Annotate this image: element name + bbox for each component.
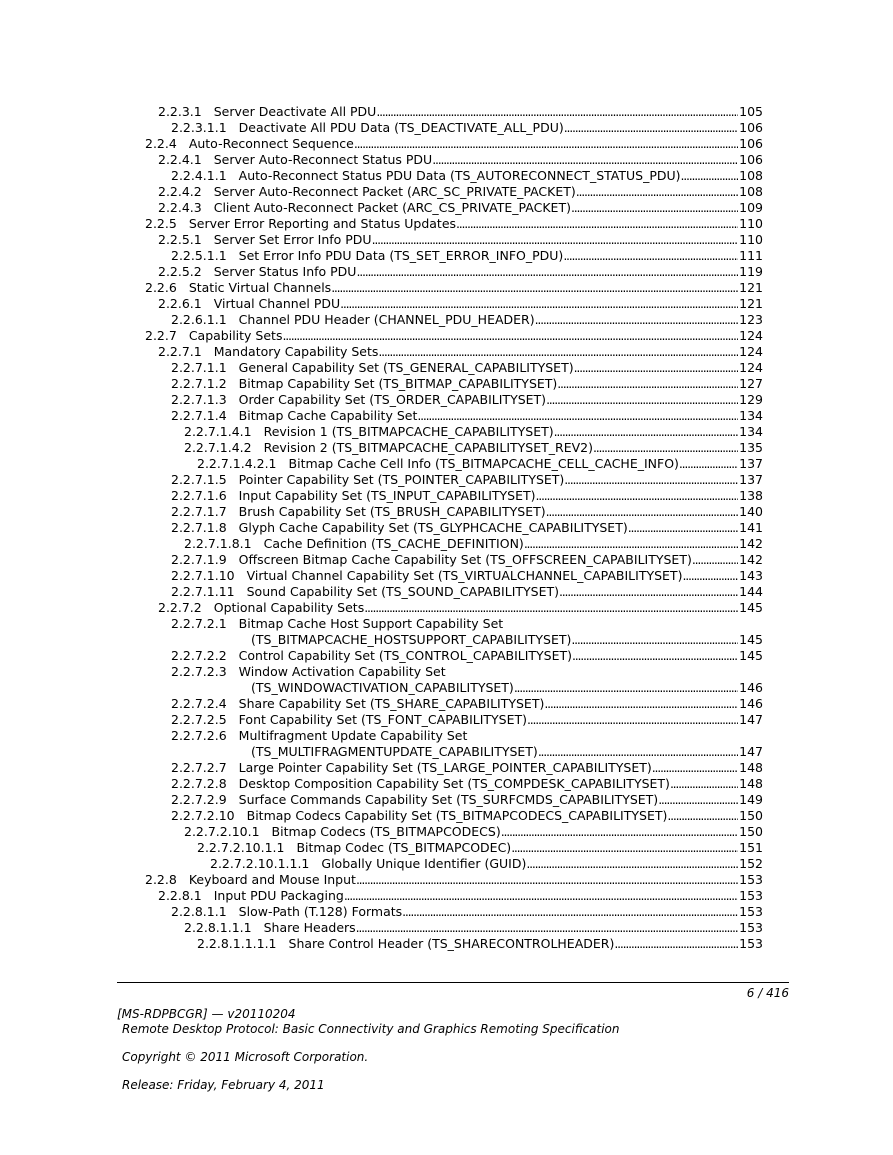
- toc-entry-title: Large Pointer Capability Set (TS_LARGE_POINTER_CAPABILITYSET): [238, 760, 652, 775]
- toc-entry-page: 134: [739, 424, 763, 439]
- toc-leader-dots: [536, 488, 739, 504]
- toc-entry[interactable]: [0, 664, 893, 680]
- toc-entry[interactable]: [0, 504, 893, 520]
- toc-entry-number: 2.2.4.1.1: [171, 168, 227, 183]
- toc-entry-number: 2.2.8: [145, 872, 177, 887]
- toc-entry[interactable]: [0, 792, 893, 808]
- toc-entry-number: 2.2.8.1.1.1: [184, 920, 252, 935]
- toc-entry[interactable]: [0, 200, 893, 216]
- toc-entry-page: 144: [739, 584, 763, 599]
- toc-entry-title: Cache Definition (TS_CACHE_DEFINITION): [263, 536, 524, 551]
- toc-entry-title: Revision 1 (TS_BITMAPCACHE_CAPABILITYSET): [263, 424, 554, 439]
- toc-entry-page: 153: [739, 888, 763, 903]
- toc-entry-title: Set Error Info PDU Data (TS_SET_ERROR_INFO_PDU): [238, 248, 564, 263]
- toc-leader-dots: [456, 216, 738, 232]
- toc-entry-number: 2.2.5.1.1: [171, 248, 227, 263]
- toc-leader-dots: [682, 568, 738, 584]
- toc-entry[interactable]: [0, 648, 893, 664]
- toc-entry-number: 2.2.7.1.4.2: [184, 440, 252, 455]
- toc-entry-title: Auto-Reconnect Status PDU Data (TS_AUTORECONNECT_STATUS_PDU): [238, 168, 681, 183]
- toc-entry-page: 111: [739, 248, 763, 263]
- toc-entry[interactable]: [0, 344, 893, 360]
- toc-entry[interactable]: [0, 904, 893, 920]
- toc-entry-title: Share Headers: [263, 920, 356, 935]
- toc-entry[interactable]: [0, 840, 893, 856]
- toc-entry-number: 2.2.7.1.4: [171, 408, 227, 423]
- toc-entry-number: 2.2.7.1.5: [171, 472, 227, 487]
- toc-leader-dots: [557, 376, 738, 392]
- toc-entry-number: 2.2.6: [145, 280, 177, 295]
- toc-leader-dots: [658, 792, 738, 808]
- toc-entry[interactable]: [0, 936, 893, 952]
- toc-entry-title: Server Deactivate All PDU: [213, 104, 377, 119]
- toc-entry-page: 129: [739, 392, 763, 407]
- toc-entry-page: 145: [739, 648, 763, 663]
- toc-entry-title: Bitmap Capability Set (TS_BITMAP_CAPABILITYSET): [238, 376, 558, 391]
- toc-entry-page: 143: [739, 568, 763, 583]
- toc-entry-number: 2.2.8.1.1: [171, 904, 227, 919]
- copyright-notice: Copyright © 2011 Microsoft Corporation.: [122, 1050, 369, 1064]
- toc-entry-continuation[interactable]: [0, 632, 893, 648]
- toc-entry-number: 2.2.7.2.5: [171, 712, 227, 727]
- toc-leader-dots: [670, 776, 738, 792]
- toc-entry-title: Glyph Cache Capability Set (TS_GLYPHCACHE_CAPABILITYSET): [238, 520, 628, 535]
- toc-entry-title: Channel PDU Header (CHANNEL_PDU_HEADER): [238, 312, 535, 327]
- toc-entry-number: 2.2.5.1: [158, 232, 202, 247]
- toc-leader-dots: [417, 408, 738, 424]
- toc-entry-page: 119: [739, 264, 763, 279]
- toc-entry-number: 2.2.4.1: [158, 152, 202, 167]
- toc-leader-dots: [559, 584, 738, 600]
- toc-entry-number: 2.2.7.2.1: [171, 616, 227, 631]
- toc-entry-page: 147: [739, 712, 763, 727]
- document-title: Remote Desktop Protocol: Basic Connectivity and Graphics Remoting Specification: [122, 1022, 620, 1036]
- toc-leader-dots: [563, 248, 738, 264]
- toc-entry-number: 2.2.7.1.9: [171, 552, 227, 567]
- toc-entry-page: 138: [739, 488, 763, 503]
- toc-entry[interactable]: [0, 152, 893, 168]
- toc-entry[interactable]: [0, 104, 893, 120]
- toc-entry-number: 2.2.7.2.10.1.1: [197, 840, 285, 855]
- toc-entry-number: 2.2.7.1: [158, 344, 202, 359]
- toc-entry[interactable]: [0, 808, 893, 824]
- toc-entry-number: 2.2.7.2.8: [171, 776, 227, 791]
- toc-leader-dots: [546, 392, 738, 408]
- toc-leader-dots: [402, 904, 738, 920]
- toc-entry-title: Offscreen Bitmap Cache Capability Set (TS_OFFSCREEN_CAPABILITYSET): [238, 552, 692, 567]
- toc-entry-number: 2.2.7.2: [158, 600, 202, 615]
- toc-entry[interactable]: [0, 536, 893, 552]
- toc-entry-page: 106: [739, 152, 763, 167]
- toc-entry-number: 2.2.7.2.2: [171, 648, 227, 663]
- toc-entry-title: Globally Unique Identifier (GUID): [321, 856, 527, 871]
- toc-leader-dots: [354, 136, 738, 152]
- toc-entry-title-continued: (TS_MULTIFRAGMENTUPDATE_CAPABILITYSET): [251, 744, 538, 759]
- toc-entry-page: 106: [739, 136, 763, 151]
- toc-entry-number: 2.2.7.2.3: [171, 664, 227, 679]
- toc-leader-dots: [282, 328, 738, 344]
- toc-entry-title: Capability Sets: [188, 328, 283, 343]
- toc-entry-number: 2.2.7.1.3: [171, 392, 227, 407]
- toc-entry[interactable]: [0, 728, 893, 744]
- toc-entry-number: 2.2.8.1: [158, 888, 202, 903]
- toc-entry[interactable]: [0, 216, 893, 232]
- toc-entry-number: 2.2.7: [145, 328, 177, 343]
- toc-entry-number: 2.2.7.2.6: [171, 728, 227, 743]
- toc-leader-dots: [535, 312, 739, 328]
- toc-entry-page: 148: [739, 760, 763, 775]
- toc-leader-dots: [511, 840, 738, 856]
- toc-leader-dots: [340, 296, 738, 312]
- toc-entry-page: 147: [739, 744, 763, 759]
- toc-leader-dots: [514, 680, 738, 696]
- toc-entry-page: 137: [739, 472, 763, 487]
- document-id: [MS-RDPBCGR] — v20110204: [117, 1007, 296, 1021]
- toc-entry-title: Input PDU Packaging: [213, 888, 344, 903]
- toc-entry-title: Server Auto-Reconnect Packet (ARC_SC_PRIVATE_PACKET): [213, 184, 576, 199]
- toc-entry-title: Bitmap Codecs (TS_BITMAPCODECS): [271, 824, 501, 839]
- toc-entry-number: 2.2.7.2.7: [171, 760, 227, 775]
- toc-entry-page: 153: [739, 904, 763, 919]
- toc-entry[interactable]: [0, 824, 893, 840]
- toc-entry[interactable]: [0, 392, 893, 408]
- toc-entry-title: Control Capability Set (TS_CONTROL_CAPABILITYSET): [238, 648, 573, 663]
- toc-entry[interactable]: [0, 920, 893, 936]
- toc-entry-number: 2.2.7.1.11: [171, 584, 235, 599]
- toc-leader-dots: [432, 152, 738, 168]
- toc-entry-page: 150: [739, 824, 763, 839]
- toc-entry-number: 2.2.7.2.10: [171, 808, 235, 823]
- toc-leader-dots: [356, 264, 738, 280]
- toc-entry-page: 149: [739, 792, 763, 807]
- toc-leader-dots: [356, 920, 738, 936]
- toc-entry-number: 2.2.5.2: [158, 264, 202, 279]
- toc-entry[interactable]: [0, 168, 893, 184]
- toc-entry-page: 110: [739, 232, 763, 247]
- toc-entry[interactable]: [0, 136, 893, 152]
- toc-entry-title-continued: (TS_BITMAPCACHE_HOSTSUPPORT_CAPABILITYSET): [251, 632, 572, 647]
- toc-entry-page: 145: [739, 632, 763, 647]
- toc-entry-title: Server Error Reporting and Status Updates: [188, 216, 457, 231]
- toc-entry-number: 2.2.7.1.2: [171, 376, 227, 391]
- toc-entry-number: 2.2.4.2: [158, 184, 202, 199]
- toc-entry-page: 124: [739, 328, 763, 343]
- toc-entry-title: Brush Capability Set (TS_BRUSH_CAPABILITYSET): [238, 504, 546, 519]
- toc-entry[interactable]: [0, 856, 893, 872]
- toc-leader-dots: [614, 936, 738, 952]
- toc-entry[interactable]: [0, 488, 893, 504]
- toc-entry-number: 2.2.7.1.4.2.1: [197, 456, 277, 471]
- toc-entry-title: Server Set Error Info PDU: [213, 232, 372, 247]
- toc-leader-dots: [524, 536, 738, 552]
- toc-entry-page: 105: [739, 104, 763, 119]
- toc-entry-title: Optional Capability Sets: [213, 600, 365, 615]
- toc-leader-dots: [526, 856, 738, 872]
- toc-entry[interactable]: [0, 120, 893, 136]
- toc-entry-title: Order Capability Set (TS_ORDER_CAPABILITYSET): [238, 392, 547, 407]
- toc-entry-number: 2.2.4.3: [158, 200, 202, 215]
- toc-entry-page: 146: [739, 680, 763, 695]
- toc-entry[interactable]: [0, 584, 893, 600]
- toc-leader-dots: [681, 168, 739, 184]
- toc-leader-dots: [564, 472, 738, 488]
- footer-divider: [117, 982, 789, 983]
- toc-entry-page: 141: [739, 520, 763, 535]
- toc-entry-title: Pointer Capability Set (TS_POINTER_CAPABILITYSET): [238, 472, 565, 487]
- toc-entry[interactable]: [0, 616, 893, 632]
- toc-entry-number: 2.2.8.1.1.1.1: [197, 936, 277, 951]
- toc-leader-dots: [576, 184, 738, 200]
- toc-entry-page: 151: [739, 840, 763, 855]
- toc-leader-dots: [574, 360, 739, 376]
- toc-leader-dots: [538, 744, 738, 760]
- toc-entry-page: 153: [739, 920, 763, 935]
- toc-entry-title: Multifragment Update Capability Set: [238, 728, 468, 743]
- toc-leader-dots: [356, 872, 738, 888]
- toc-entry-page: 124: [739, 344, 763, 359]
- toc-entry-page: 150: [739, 808, 763, 823]
- toc-entry-number: 2.2.7.1.7: [171, 504, 227, 519]
- toc-entry-number: 2.2.7.2.9: [171, 792, 227, 807]
- toc-entry-page: 123: [739, 312, 763, 327]
- toc-leader-dots: [628, 520, 738, 536]
- toc-entry-page: 146: [739, 696, 763, 711]
- toc-entry[interactable]: [0, 872, 893, 888]
- toc-entry-number: 2.2.7.1.8: [171, 520, 227, 535]
- toc-entry-number: 2.2.7.1.8.1: [184, 536, 252, 551]
- toc-leader-dots: [376, 104, 738, 120]
- toc-entry[interactable]: [0, 184, 893, 200]
- toc-entry[interactable]: [0, 760, 893, 776]
- toc-entry[interactable]: [0, 296, 893, 312]
- toc-entry[interactable]: [0, 376, 893, 392]
- toc-entry-number: 2.2.4: [145, 136, 177, 151]
- toc-entry-title-continued: (TS_WINDOWACTIVATION_CAPABILITYSET): [251, 680, 514, 695]
- toc-entry-number: 2.2.3.1: [158, 104, 202, 119]
- toc-entry[interactable]: [0, 424, 893, 440]
- toc-leader-dots: [546, 504, 739, 520]
- toc-entry-title: Server Auto-Reconnect Status PDU: [213, 152, 433, 167]
- toc-leader-dots: [554, 424, 739, 440]
- toc-entry-title: Mandatory Capability Sets: [213, 344, 379, 359]
- toc-entry-number: 2.2.7.1.6: [171, 488, 227, 503]
- toc-leader-dots: [544, 696, 738, 712]
- toc-entry-page: 110: [739, 216, 763, 231]
- toc-entry[interactable]: [0, 520, 893, 536]
- toc-entry-page: 109: [739, 200, 763, 215]
- toc-entry-title: Sound Capability Set (TS_SOUND_CAPABILITYSET): [246, 584, 560, 599]
- toc-leader-dots: [331, 280, 738, 296]
- toc-entry-title: Font Capability Set (TS_FONT_CAPABILITYSET): [238, 712, 528, 727]
- toc-entry[interactable]: [0, 552, 893, 568]
- toc-entry-page: 108: [739, 184, 763, 199]
- toc-entry-number: 2.2.7.2.10.1.1.1: [210, 856, 310, 871]
- toc-entry-title: Share Control Header (TS_SHARECONTROLHEADER): [288, 936, 615, 951]
- toc-leader-dots: [501, 824, 738, 840]
- toc-entry-title: Input Capability Set (TS_INPUT_CAPABILITYSET): [238, 488, 536, 503]
- toc-entry-page: 135: [739, 440, 763, 455]
- toc-leader-dots: [679, 456, 738, 472]
- toc-entry-number: 2.2.7.2.10.1: [184, 824, 260, 839]
- toc-entry[interactable]: [0, 568, 893, 584]
- toc-entry-number: 2.2.6.1: [158, 296, 202, 311]
- toc-leader-dots: [593, 440, 738, 456]
- toc-entry-number: 2.2.7.1.10: [171, 568, 235, 583]
- toc-leader-dots: [527, 712, 738, 728]
- toc-entry[interactable]: [0, 232, 893, 248]
- page-number: 6 / 416: [746, 986, 789, 1000]
- toc-entry-title: Surface Commands Capability Set (TS_SURFCMDS_CAPABILITYSET): [238, 792, 659, 807]
- toc-entry-page: 124: [739, 360, 763, 375]
- toc-entry[interactable]: [0, 888, 893, 904]
- toc-entry[interactable]: [0, 408, 893, 424]
- toc-leader-dots: [692, 552, 738, 568]
- toc-entry-title: Client Auto-Reconnect Packet (ARC_CS_PRIVATE_PACKET): [213, 200, 571, 215]
- toc-entry-number: 2.2.6.1.1: [171, 312, 227, 327]
- toc-entry-title: Bitmap Codec (TS_BITMAPCODEC): [296, 840, 512, 855]
- toc-entry-title: Virtual Channel Capability Set (TS_VIRTUALCHANNEL_CAPABILITYSET): [246, 568, 683, 583]
- toc-entry-continuation[interactable]: [0, 744, 893, 760]
- toc-entry-title: Deactivate All PDU Data (TS_DEACTIVATE_ALL_PDU): [238, 120, 564, 135]
- toc-entry[interactable]: [0, 696, 893, 712]
- toc-entry[interactable]: [0, 472, 893, 488]
- toc-entry-page: 153: [739, 936, 763, 951]
- toc-entry-title: Virtual Channel PDU: [213, 296, 341, 311]
- toc-entry-page: 127: [739, 376, 763, 391]
- toc-entry-title: Share Capability Set (TS_SHARE_CAPABILITYSET): [238, 696, 545, 711]
- toc-entry-title: Bitmap Cache Cell Info (TS_BITMAPCACHE_CELL_CACHE_INFO): [288, 456, 679, 471]
- toc-entry[interactable]: [0, 312, 893, 328]
- toc-entry-number: 2.2.7.2.4: [171, 696, 227, 711]
- toc-entry-page: 108: [739, 168, 763, 183]
- toc-entry-title: General Capability Set (TS_GENERAL_CAPABILITYSET): [238, 360, 574, 375]
- toc-entry[interactable]: [0, 264, 893, 280]
- toc-entry-title: Revision 2 (TS_BITMAPCACHE_CAPABILITYSET_REV2): [263, 440, 593, 455]
- toc-entry-title: Bitmap Cache Host Support Capability Set: [238, 616, 504, 631]
- toc-entry-page: 145: [739, 600, 763, 615]
- toc-entry-number: 2.2.3.1.1: [171, 120, 227, 135]
- toc-entry-title: Server Status Info PDU: [213, 264, 357, 279]
- toc-entry-page: 148: [739, 776, 763, 791]
- toc-leader-dots: [652, 760, 738, 776]
- toc-entry-title: Slow-Path (T.128) Formats: [238, 904, 403, 919]
- toc-entry[interactable]: [0, 248, 893, 264]
- toc-entry-number: 2.2.7.1.4.1: [184, 424, 252, 439]
- toc-leader-dots: [667, 808, 738, 824]
- toc-entry-page: 137: [739, 456, 763, 471]
- toc-entry-title: Keyboard and Mouse Input: [188, 872, 356, 887]
- toc-entry[interactable]: [0, 712, 893, 728]
- toc-entry[interactable]: [0, 328, 893, 344]
- toc-entry-title: Bitmap Codecs Capability Set (TS_BITMAPCODECS_CAPABILITYSET): [246, 808, 668, 823]
- toc-leader-dots: [564, 120, 738, 136]
- toc-entry-title: Bitmap Cache Capability Set: [238, 408, 418, 423]
- toc-entry-page: 153: [739, 872, 763, 887]
- toc-leader-dots: [571, 200, 738, 216]
- toc-entry[interactable]: [0, 600, 893, 616]
- toc-entry[interactable]: [0, 456, 893, 472]
- toc-entry-number: 2.2.5: [145, 216, 177, 231]
- toc-leader-dots: [572, 648, 738, 664]
- toc-entry-continuation[interactable]: [0, 680, 893, 696]
- toc-entry-page: 142: [739, 552, 763, 567]
- toc-entry-page: 152: [739, 856, 763, 871]
- toc-leader-dots: [364, 600, 738, 616]
- toc-leader-dots: [571, 632, 738, 648]
- toc-entry-number: 2.2.7.1.1: [171, 360, 227, 375]
- toc-leader-dots: [378, 344, 738, 360]
- toc-entry-title: Static Virtual Channels: [188, 280, 332, 295]
- toc-entry-page: 121: [739, 296, 763, 311]
- toc-entry-title: Desktop Composition Capability Set (TS_COMPDESK_CAPABILITYSET): [238, 776, 670, 791]
- toc-entry[interactable]: [0, 776, 893, 792]
- toc-entry[interactable]: [0, 360, 893, 376]
- toc-entry[interactable]: [0, 440, 893, 456]
- toc-leader-dots: [372, 232, 739, 248]
- toc-entry-page: 121: [739, 280, 763, 295]
- toc-entry-title: Auto-Reconnect Sequence: [188, 136, 354, 151]
- toc-entry[interactable]: [0, 280, 893, 296]
- toc-entry-page: 106: [739, 120, 763, 135]
- toc-entry-title: Window Activation Capability Set: [238, 664, 446, 679]
- toc-entry-page: 140: [739, 504, 763, 519]
- toc-entry-page: 142: [739, 536, 763, 551]
- toc-leader-dots: [344, 888, 738, 904]
- release-date: Release: Friday, February 4, 2011: [122, 1078, 325, 1092]
- toc-entry-page: 134: [739, 408, 763, 423]
